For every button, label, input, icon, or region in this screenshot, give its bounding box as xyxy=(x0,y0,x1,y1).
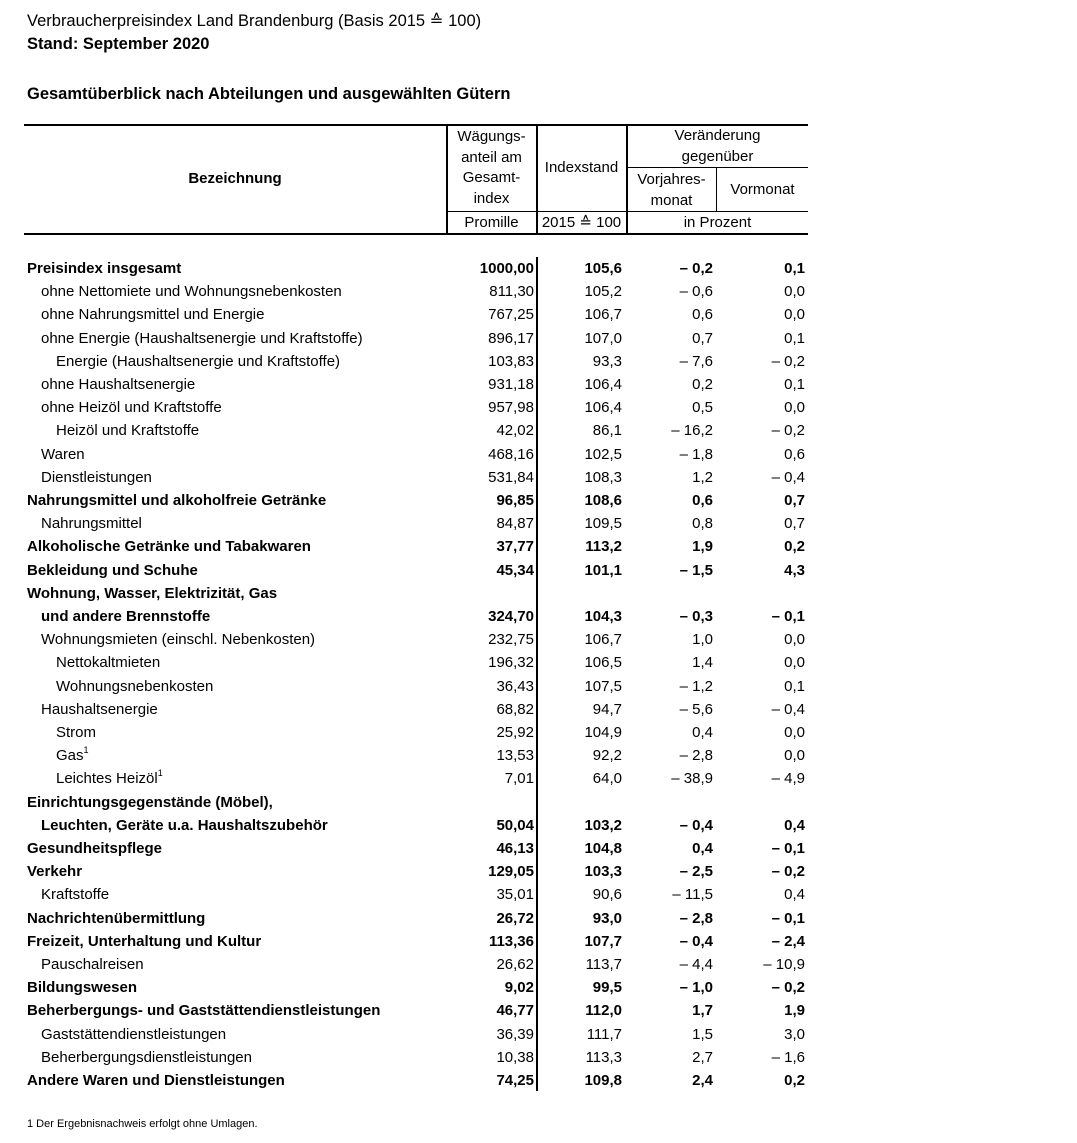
index-cell: 94,7 xyxy=(592,700,622,718)
index-cell: 106,7 xyxy=(584,631,622,649)
weight-cell: 767,25 xyxy=(488,306,534,324)
index-cell: 92,2 xyxy=(592,747,622,765)
row-label-text: Heizöl und Kraftstoffe xyxy=(56,422,200,440)
weight-cell: 37,77 xyxy=(496,538,534,556)
unit-promille: Promille xyxy=(464,214,519,231)
row-label-text: Bildungswesen xyxy=(27,979,138,997)
row-label-text: Beherbergungsdienstleistungen xyxy=(41,1048,252,1066)
index-cell: 93,0 xyxy=(592,909,622,927)
row-label-text: Waren xyxy=(41,445,85,463)
table-row xyxy=(0,419,1077,442)
change-vormonat-cell: 0,0 xyxy=(784,399,805,417)
index-cell: 109,5 xyxy=(584,515,622,533)
row-label xyxy=(27,489,326,512)
index-cell: 113,3 xyxy=(585,1048,622,1066)
table-row xyxy=(0,396,1077,419)
index-cell: 105,2 xyxy=(584,283,622,301)
change-vormonat-cell: 0,2 xyxy=(784,1072,805,1089)
row-label-text: Wohnung, Wasser, Elektrizität, Gas xyxy=(27,584,278,602)
change-vormonat-cell: 0,4 xyxy=(784,816,805,834)
weight-cell: 324,70 xyxy=(488,608,534,625)
table-row xyxy=(0,535,1077,558)
table-row xyxy=(0,837,1077,860)
weight-cell: 9,02 xyxy=(504,979,534,997)
change-vorjahr-cell: 0,6 xyxy=(692,492,713,509)
weight-cell: 896,17 xyxy=(488,329,534,347)
index-cell: 106,4 xyxy=(584,399,622,417)
footnote-marker: 1 xyxy=(157,768,163,779)
weight-cell: 931,18 xyxy=(488,376,534,393)
change-vorjahr-cell: – 2,5 xyxy=(679,863,713,881)
row-label-text: ohne Haushaltsenergie xyxy=(41,376,196,393)
index-cell: 99,5 xyxy=(592,979,622,997)
change-vorjahr-cell: 0,5 xyxy=(692,399,713,417)
change-vorjahr-cell: – 0,6 xyxy=(679,283,713,301)
row-label-text: Wohnungsnebenkosten xyxy=(56,677,214,695)
index-cell: 86,1 xyxy=(592,422,622,440)
change-vorjahr-cell: 0,8 xyxy=(692,515,713,533)
change-vorjahr-cell: 0,4 xyxy=(692,724,713,741)
change-vorjahr-cell: 0,4 xyxy=(692,840,713,857)
weight-cell: 68,82 xyxy=(496,700,534,718)
table-row xyxy=(0,443,1077,466)
index-cell: 108,6 xyxy=(584,492,622,509)
table-row xyxy=(0,907,1077,930)
change-vormonat-cell: 0,0 xyxy=(784,654,805,672)
weight-cell: 26,62 xyxy=(496,956,534,973)
weight-cell: 811,30 xyxy=(489,283,534,301)
change-vorjahr-cell: 1,4 xyxy=(692,654,713,672)
weight-cell: 36,43 xyxy=(496,677,534,695)
unit-prozent: in Prozent xyxy=(683,214,752,231)
header-rule xyxy=(627,167,808,168)
table-row xyxy=(0,512,1077,535)
row-label-text: Strom xyxy=(56,724,97,741)
weight-cell: 96,85 xyxy=(496,492,534,509)
weight-cell: 10,38 xyxy=(496,1048,534,1066)
row-label-text: Leichtes Heizöl xyxy=(56,770,158,788)
row-label xyxy=(41,1023,226,1046)
change-vorjahr-cell: – 0,3 xyxy=(679,608,713,625)
change-vorjahr-cell: 1,0 xyxy=(692,631,713,649)
change-vorjahr-cell: 1,7 xyxy=(692,1002,713,1020)
row-label xyxy=(41,512,142,535)
table-row xyxy=(0,744,1077,767)
change-vorjahr-cell: 0,2 xyxy=(692,376,713,393)
row-label xyxy=(41,327,363,350)
table-row xyxy=(0,860,1077,883)
change-vorjahr-cell: – 11,5 xyxy=(672,886,713,904)
change-vormonat-cell: – 0,1 xyxy=(771,909,805,927)
row-label-text: Bekleidung und Schuhe xyxy=(27,561,198,579)
row-label-text: Gaststättendienstleistungen xyxy=(41,1025,227,1043)
table-row xyxy=(0,605,1077,628)
change-vorjahr-cell: – 0,4 xyxy=(679,932,713,950)
table-row xyxy=(0,350,1077,373)
weight-cell: 26,72 xyxy=(496,909,534,927)
weight-cell: 35,01 xyxy=(496,886,534,904)
table-row xyxy=(0,257,1077,280)
row-label-text: Nahrungsmittel und alkoholfreie Getränke xyxy=(27,492,327,509)
change-vormonat-cell: 3,0 xyxy=(784,1025,805,1043)
change-vormonat-cell: – 0,2 xyxy=(771,422,805,440)
change-vorjahr-cell: – 1,8 xyxy=(679,445,713,463)
row-label xyxy=(41,373,195,396)
table-row xyxy=(0,767,1077,790)
table-row xyxy=(0,930,1077,953)
row-label xyxy=(27,559,198,582)
row-label xyxy=(41,628,315,651)
row-label-text: Kraftstoffe xyxy=(41,886,110,904)
change-vorjahr-cell: – 1,2 xyxy=(679,677,713,695)
table-row xyxy=(0,698,1077,721)
weight-cell: 36,39 xyxy=(496,1025,534,1043)
row-label-text: Wohnungsmieten (einschl. Nebenkosten) xyxy=(41,631,316,649)
change-vorjahr-cell: – 16,2 xyxy=(671,422,713,440)
change-vormonat-cell: 0,1 xyxy=(784,677,805,695)
table-row xyxy=(0,953,1077,976)
row-label xyxy=(41,953,144,976)
weight-cell: 7,01 xyxy=(504,770,534,788)
change-vorjahr-cell: – 7,6 xyxy=(679,352,713,370)
weight-cell: 232,75 xyxy=(488,631,534,649)
table-row xyxy=(0,791,1077,814)
index-cell: 112,0 xyxy=(585,1002,622,1020)
row-label xyxy=(27,535,311,558)
document-stand: Stand: September 2020 xyxy=(27,35,210,53)
row-label-text: Freizeit, Unterhaltung und Kultur xyxy=(27,932,262,950)
change-vorjahr-cell: 1,5 xyxy=(692,1025,713,1043)
row-label xyxy=(27,860,82,883)
index-cell: 90,6 xyxy=(592,886,622,904)
col-header-veraenderung: Veränderung gegenüber xyxy=(674,127,761,165)
weight-cell: 129,05 xyxy=(488,863,534,881)
change-vormonat-cell: 0,1 xyxy=(784,329,805,347)
col-header-vormonat: Vormonat xyxy=(730,181,795,198)
change-vormonat-cell: 4,3 xyxy=(784,561,805,579)
row-label-text: Nettokaltmieten xyxy=(56,654,161,672)
row-label-text: ohne Heizöl und Kraftstoffe xyxy=(41,399,222,417)
row-label-text: Andere Waren und Dienstleistungen xyxy=(27,1072,285,1089)
weight-cell: 957,98 xyxy=(488,399,534,417)
row-label-text: ohne Energie (Haushaltsenergie und Kraftstoffe) xyxy=(41,329,363,347)
change-vorjahr-cell: 0,6 xyxy=(692,306,713,324)
weight-cell: 468,16 xyxy=(488,445,534,463)
col-header-waegung: Wägungs- anteil am Gesamt- index xyxy=(457,128,526,207)
row-label xyxy=(27,907,205,930)
row-label xyxy=(56,419,199,442)
index-cell: 107,0 xyxy=(584,329,622,347)
row-label-text: Haushaltsenergie xyxy=(41,700,158,718)
index-cell: 103,3 xyxy=(584,863,622,881)
row-label xyxy=(41,466,152,489)
table-row xyxy=(0,327,1077,350)
index-cell: 93,3 xyxy=(592,352,622,370)
change-vormonat-cell: 0,0 xyxy=(784,631,805,649)
row-label xyxy=(27,582,277,605)
table-row xyxy=(0,814,1077,837)
change-vormonat-cell: – 0,2 xyxy=(771,863,805,881)
row-label-text: Pauschalreisen xyxy=(41,956,144,973)
row-label xyxy=(56,350,340,373)
index-cell: 64,0 xyxy=(592,770,622,788)
row-label xyxy=(41,396,222,419)
row-label-text: Dienstleistungen xyxy=(41,468,152,486)
row-label xyxy=(41,605,210,628)
change-vorjahr-cell: 1,9 xyxy=(692,538,713,556)
document-title: Verbraucherpreisindex Land Brandenburg (Basis 2015 ≙ 100) xyxy=(27,12,482,30)
change-vormonat-cell: 0,0 xyxy=(784,747,805,765)
change-vormonat-cell: 0,1 xyxy=(784,376,805,393)
change-vormonat-cell: – 10,9 xyxy=(763,956,805,973)
row-label xyxy=(56,651,160,674)
table-row xyxy=(0,303,1077,326)
change-vorjahr-cell: 2,7 xyxy=(692,1048,713,1066)
change-vormonat-cell: – 1,6 xyxy=(771,1048,805,1066)
change-vormonat-cell: 0,0 xyxy=(784,724,805,741)
row-label xyxy=(56,675,213,698)
table-row xyxy=(0,1023,1077,1046)
row-label-text: ohne Nahrungsmittel und Energie xyxy=(41,306,265,324)
row-label xyxy=(41,303,264,326)
footnote: 1 Der Ergebnisnachweis erfolgt ohne Umlagen. xyxy=(27,1118,258,1130)
weight-cell: 531,84 xyxy=(488,468,534,486)
table-row xyxy=(0,675,1077,698)
change-vorjahr-cell: – 2,8 xyxy=(679,747,713,765)
row-label xyxy=(41,883,109,906)
row-label xyxy=(27,976,137,999)
index-cell: 106,5 xyxy=(584,654,622,672)
weight-cell: 50,04 xyxy=(496,816,534,834)
change-vormonat-cell: – 0,4 xyxy=(771,468,805,486)
change-vormonat-cell: – 0,2 xyxy=(771,352,805,370)
row-label-text: Preisindex insgesamt xyxy=(27,260,182,277)
index-cell: 109,8 xyxy=(584,1072,622,1089)
row-label xyxy=(27,930,261,953)
change-vormonat-cell: – 2,4 xyxy=(771,932,805,950)
row-label xyxy=(56,744,89,767)
row-label-text: Leuchten, Geräte u.a. Haushaltszubehör xyxy=(41,816,328,834)
weight-cell: 42,02 xyxy=(496,422,534,440)
change-vorjahr-cell: – 4,4 xyxy=(679,956,713,973)
table-row xyxy=(0,489,1077,512)
row-label xyxy=(56,721,96,744)
index-cell: 101,1 xyxy=(584,561,622,579)
table-row xyxy=(0,466,1077,489)
row-label xyxy=(41,698,158,721)
change-vorjahr-cell: – 38,9 xyxy=(671,770,713,788)
row-label-text: ohne Nettomiete und Wohnungsnebenkosten xyxy=(41,283,342,301)
index-cell: 108,3 xyxy=(584,468,622,486)
change-vormonat-cell: 0,0 xyxy=(784,306,805,324)
change-vorjahr-cell: – 0,4 xyxy=(679,816,713,834)
index-cell: 107,7 xyxy=(584,932,622,950)
row-label-text: Alkoholische Getränke und Tabakwaren xyxy=(27,538,311,556)
index-cell: 104,8 xyxy=(584,840,622,857)
row-label xyxy=(41,1046,252,1069)
change-vorjahr-cell: – 5,6 xyxy=(679,700,713,718)
change-vorjahr-cell: – 0,2 xyxy=(679,260,713,277)
row-label-text: Einrichtungsgegenstände (Möbel), xyxy=(27,793,273,811)
table-row xyxy=(0,582,1077,605)
col-header-vorjahresmonat: Vorjahres- monat xyxy=(637,171,706,209)
index-cell: 104,3 xyxy=(584,608,622,625)
row-label xyxy=(27,999,380,1022)
col-header-indexstand: Indexstand xyxy=(544,159,619,176)
table-row xyxy=(0,883,1077,906)
change-vormonat-cell: 0,2 xyxy=(784,538,805,556)
index-cell: 102,5 xyxy=(584,445,622,463)
table-row xyxy=(0,976,1077,999)
change-vormonat-cell: 0,0 xyxy=(784,283,805,301)
index-cell: 106,4 xyxy=(584,376,622,393)
row-label-text: Energie (Haushaltsenergie und Kraftstoffe) xyxy=(56,352,341,370)
row-label-text: Nachrichtenübermittlung xyxy=(27,909,206,927)
change-vormonat-cell: – 0,1 xyxy=(771,840,805,857)
change-vorjahr-cell: – 1,0 xyxy=(679,979,713,997)
weight-cell: 46,13 xyxy=(496,840,534,857)
row-label xyxy=(41,443,85,466)
index-cell: 105,6 xyxy=(584,260,622,277)
change-vormonat-cell: – 0,2 xyxy=(771,979,805,997)
table-row xyxy=(0,651,1077,674)
change-vormonat-cell: 0,7 xyxy=(784,492,805,509)
row-label-text: Beherbergungs- und Gaststättendienstleistungen xyxy=(27,1002,381,1020)
row-label xyxy=(41,814,328,837)
change-vormonat-cell: – 0,1 xyxy=(771,608,805,625)
row-label-text: und andere Brennstoffe xyxy=(41,608,211,625)
index-cell: 113,7 xyxy=(585,956,622,973)
row-label-text: Gesundheitspflege xyxy=(27,840,163,857)
row-label-text: Nahrungsmittel xyxy=(41,515,142,533)
row-label-text: Verkehr xyxy=(27,863,83,881)
change-vormonat-cell: – 0,4 xyxy=(771,700,805,718)
change-vormonat-cell: 1,9 xyxy=(784,1002,805,1020)
index-cell: 104,9 xyxy=(584,724,622,741)
change-vormonat-cell: – 4,9 xyxy=(771,770,805,788)
row-label xyxy=(56,767,163,790)
change-vorjahr-cell: – 1,5 xyxy=(679,561,713,579)
change-vormonat-cell: 0,7 xyxy=(784,515,805,533)
index-cell: 107,5 xyxy=(584,677,622,695)
row-label xyxy=(27,1069,285,1092)
weight-cell: 1000,00 xyxy=(479,260,534,277)
index-cell: 111,7 xyxy=(586,1025,622,1043)
table-subtitle: Gesamtüberblick nach Abteilungen und ausgewählten Gütern xyxy=(27,85,511,103)
index-cell: 103,2 xyxy=(584,816,622,834)
index-cell: 113,2 xyxy=(585,538,622,556)
row-label-text: Gas xyxy=(56,747,84,765)
table-row xyxy=(0,1069,1077,1092)
row-label xyxy=(27,791,273,814)
weight-cell: 13,53 xyxy=(496,747,534,765)
change-vorjahr-cell: 2,4 xyxy=(692,1072,713,1089)
weight-cell: 84,87 xyxy=(496,515,534,533)
index-cell: 106,7 xyxy=(584,306,622,324)
col-header-bezeichnung: Bezeichnung xyxy=(188,170,282,187)
weight-cell: 103,83 xyxy=(488,352,534,370)
change-vormonat-cell: 0,6 xyxy=(784,445,805,463)
unit-basis: 2015 ≙ 100 xyxy=(541,214,622,231)
table-row xyxy=(0,999,1077,1022)
row-label xyxy=(27,257,181,280)
weight-cell: 74,25 xyxy=(496,1072,534,1089)
footnote-marker: 1 xyxy=(83,745,89,756)
row-label xyxy=(27,837,162,860)
table-row xyxy=(0,373,1077,396)
change-vorjahr-cell: 1,2 xyxy=(692,468,713,486)
weight-cell: 46,77 xyxy=(496,1002,534,1020)
table-row xyxy=(0,628,1077,651)
header-rule xyxy=(447,211,808,212)
change-vorjahr-cell: – 2,8 xyxy=(679,909,713,927)
table-row xyxy=(0,1046,1077,1069)
weight-cell: 113,36 xyxy=(488,932,534,950)
row-label xyxy=(41,280,342,303)
weight-cell: 45,34 xyxy=(496,561,534,579)
table-row xyxy=(0,721,1077,744)
weight-cell: 25,92 xyxy=(496,724,534,741)
weight-cell: 196,32 xyxy=(488,654,534,672)
change-vormonat-cell: 0,1 xyxy=(784,260,805,277)
table-row xyxy=(0,280,1077,303)
change-vormonat-cell: 0,4 xyxy=(784,886,805,904)
table-row xyxy=(0,559,1077,582)
change-vorjahr-cell: 0,7 xyxy=(692,329,713,347)
